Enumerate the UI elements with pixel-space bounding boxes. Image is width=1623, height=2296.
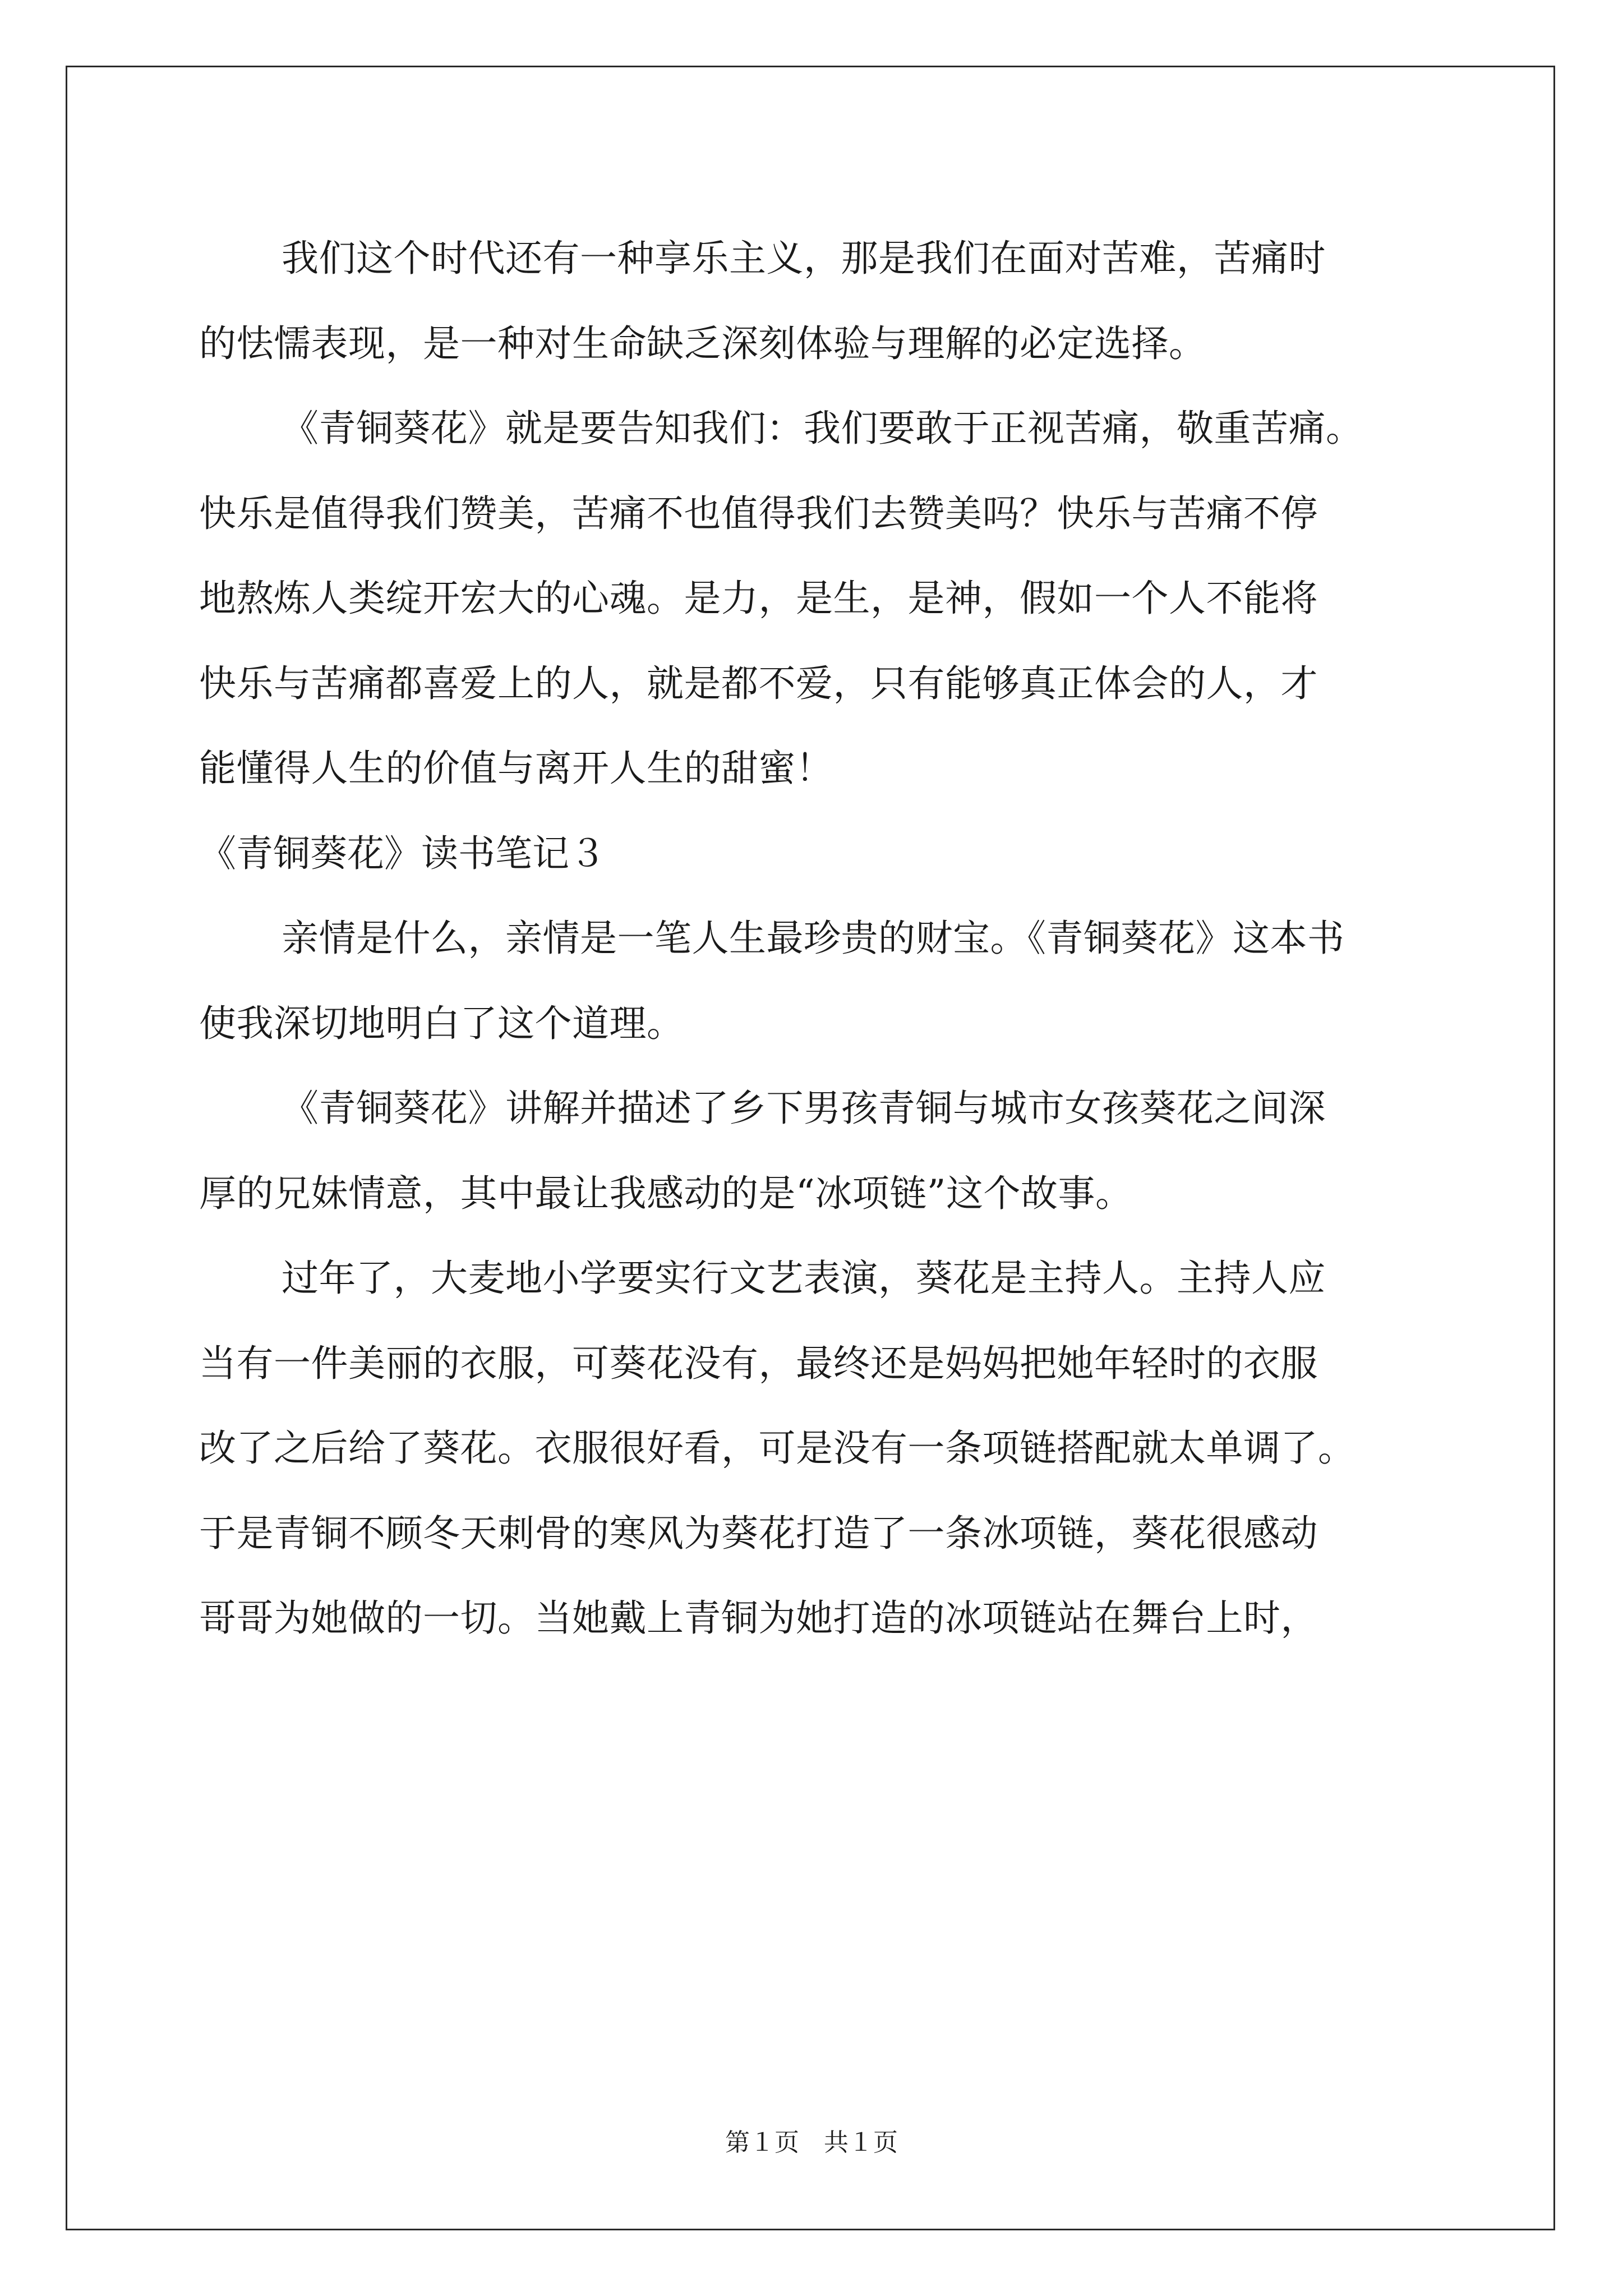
paragraph xyxy=(199,1236,1427,1661)
text-line: 于是青铜不顾冬天刺骨的寒风为葵花打造了一条冰项链，葵花很感动 xyxy=(199,1511,1318,1555)
text-line: 的怯懦表现，是一种对生命缺乏深刻体验与理解的必定选择。 xyxy=(199,321,1206,365)
text-line: 亲情是什么，亲情是一笔人生最珍贵的财宝。《青铜葵花》这本书 xyxy=(282,917,1345,960)
text-line: 使我深切地明白了这个道理。 xyxy=(199,1001,684,1045)
text-line: 快乐与苦痛都喜爱上的人，就是都不爱，只有能够真正体会的人，才 xyxy=(199,661,1318,705)
text-line: 地熬炼人类绽开宏大的心魂。是力，是生，是神，假如一个人不能将 xyxy=(199,577,1318,620)
page-number-footer: 第１页 共１页 xyxy=(725,2128,898,2157)
paragraph xyxy=(199,1066,1427,1236)
paragraph xyxy=(199,386,1427,811)
text-line: 哥哥为她做的一切。当她戴上青铜为她打造的冰项链站在舞台上时， xyxy=(199,1596,1318,1640)
paragraph xyxy=(199,216,1427,386)
text-line: 快乐是值得我们赞美，苦痛不也值得我们去赞美吗？快乐与苦痛不停 xyxy=(199,491,1318,535)
text-line: 《青铜葵花》就是要告知我们：我们要敢于正视苦痛，敬重苦痛。 xyxy=(282,407,1363,450)
text-line: 改了之后给了葵花。衣服很好看，可是没有一条项链搭配就太单调了。 xyxy=(199,1427,1355,1470)
text-line: 《青铜葵花》讲解并描述了乡下男孩青铜与城市女孩葵花之间深 xyxy=(282,1087,1326,1130)
text-line: 能懂得人生的价值与离开人生的甜蜜！ xyxy=(199,747,833,790)
text-line: 过年了，大麦地小学要实行文艺表演，葵花是主持人。主持人应 xyxy=(282,1257,1326,1300)
text-line: 厚的兄妹情意，其中最让我感动的是“冰项链”这个故事。 xyxy=(199,1171,1133,1215)
text-line: 当有一件美丽的衣服，可葵花没有，最终还是妈妈把她年轻时的衣服 xyxy=(199,1341,1318,1385)
text-line: 我们这个时代还有一种享乐主义，那是我们在面对苦难，苦痛时 xyxy=(282,237,1326,280)
document-body xyxy=(199,216,1427,1661)
section-heading: 《青铜葵花》读书笔记３ xyxy=(199,831,606,875)
paragraph xyxy=(199,896,1427,1066)
